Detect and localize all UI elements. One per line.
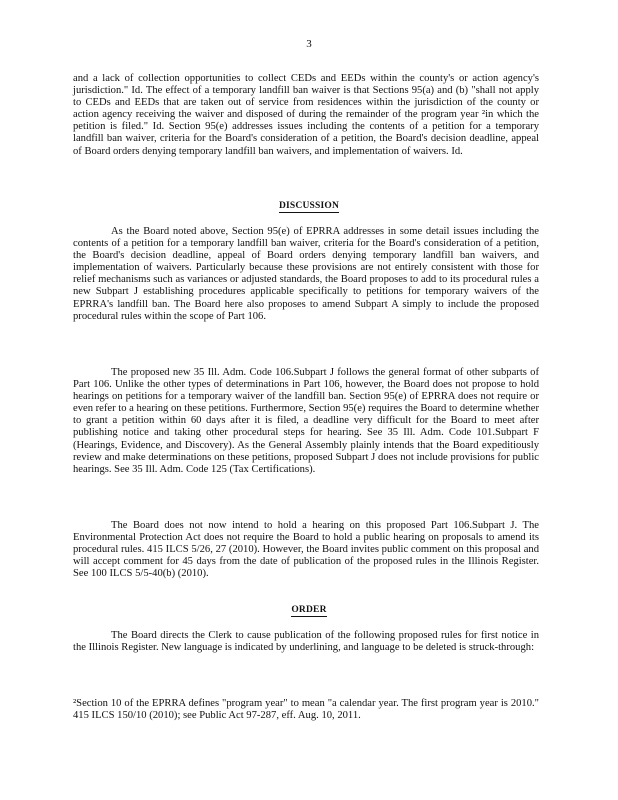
heading-order <box>0 604 618 616</box>
footnote-2: ²Section 10 of the EPRRA defines "program year" to mean "a calendar year. The first program year is 2010." 415 ILCS 150/10 (2010); see Public Act 97-287, eff. Aug. 10, 2011. <box>73 698 539 722</box>
heading-discussion-text: DISCUSSION <box>278 201 340 211</box>
paragraph-intro-continuation: and a lack of collection opportunities to collect CEDs and EEDs within the county's or action agency's jurisdiction." Id. The effect of a temporary landfill ban waiver is that Sections 95(a) and (b) "shall not apply to CEDs and EEDs that are taken out of service from residences within the jurisdiction of the county or action agency receiving the waiver and disposed of during the remainder of the program year ²in which the petition is filed." Id. Section 95(e) addresses issues including the contents of a petition for a temporary landfill ban waiver, criteria for the Board's consideration of a petition, the Board's decision deadline, appeal of Board orders denying temporary landfill ban waivers, and implementation of waivers. Id. <box>73 73 539 157</box>
heading-order-text: ORDER <box>291 605 327 615</box>
page-number: 3 <box>306 38 312 50</box>
paragraph-discussion-2: The proposed new 35 Ill. Adm. Code 106.Subpart J follows the general format of other subparts of Part 106. Unlike the other types of determinations in Part 106, however, the Board does not propose to hold hearings on petitions for a temporary waiver of the landfill ban. Section 95(e) of EPRRA does not require or even refer to a hearing on these petitions. Furthermore, Section 95(e) requires the Board to determine whether to grant a petition within 60 days after it is filed, a deadline very difficult for the Board to meet after publishing notice and taking other procedural steps for hearing. See 35 Ill. Adm. Code 101.Subpart F (Hearings, Evidence, and Discovery). As the General Assembly plainly intends that the Board expeditiously review and make determinations on these petitions, proposed Subpart J does not include provisions for public hearings. See 35 Ill. Adm. Code 125 (Tax Certifications). <box>73 367 539 475</box>
paragraph-discussion-3: The Board does not now intend to hold a hearing on this proposed Part 106.Subpart J. The Environmental Protection Act does not require the Board to hold a public hearing on proposals to amend its procedural rules. 415 ILCS 5/26, 27 (2010). However, the Board invites public comment on this proposal and will accept comment for 45 days from the date of publication of the proposed rules in the Illinois Register. See 100 ILCS 5/5-40(b) (2010). <box>73 520 539 580</box>
paragraph-order: The Board directs the Clerk to cause publication of the following proposed rules for first notice in the Illinois Register. New language is indicated by underlining, and language to be deleted is struck-through: <box>73 630 539 654</box>
paragraph-discussion-1: As the Board noted above, Section 95(e) of EPRRA addresses in some detail issues including the contents of a petition for a temporary landfill ban waiver, criteria for the Board's consideration of a petition, the Board's decision deadline, appeal of Board orders denying temporary landfill ban waivers, and implementation of waivers. Particularly because these provisions are not entirely consistent with those for relief mechanisms such as variances or adjusted standards, the Board proposes to add to its procedural rules a new Subpart J establishing procedures applicable specifically to petitions for temporary waivers of the EPRRA's landfill ban. The Board here also proposes to amend Subpart A simply to include the proposed procedural rules within the scope of Part 106. <box>73 226 539 322</box>
heading-discussion <box>0 200 618 212</box>
